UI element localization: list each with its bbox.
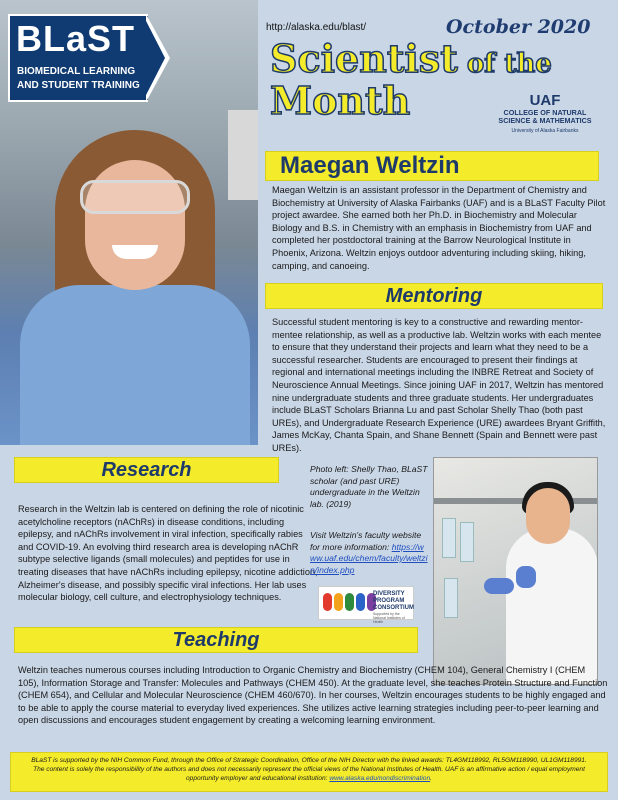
photo-bottle: [444, 578, 458, 618]
title-line-2: Month: [270, 78, 411, 123]
teaching-paragraph: Weltzin teaches numerous courses including Introduction to Organic Chemistry and Biochemistry (CHEM 104), General Chemistry I (CHEM 105), Information Storage and Transfer: Molecules and Pathways (CHEM 450). At the graduate level, she teaches Protein Structure and Function (CHEM 654), and Cellular and Molecular Neuroscience (CHEM 460/670). In her courses, Weltzin encourages students to be highly engaged and to be able to apply the course material to everyday lived experiences. She utilizes active learning strategies including peer-to-peer learning and open discussions and encourages student engagement by creating a welcoming learning environment.: [18, 665, 608, 726]
photo-glove: [484, 578, 514, 594]
dpc-tagline: Supported by the National Institutes of Health: [373, 612, 405, 624]
dpc-figure-red: [323, 593, 332, 611]
teaching-heading: Teaching: [14, 627, 418, 653]
photo-student-coat: [506, 528, 598, 685]
nondiscrimination-link[interactable]: www.alaska.edu/nondiscrimination: [329, 775, 431, 783]
dpc-line-3: CONSORTIUM: [373, 605, 414, 611]
logo-arrow-inner: [144, 17, 165, 99]
mentoring-paragraph: Successful student mentoring is key to a constructive and rewarding mentor-mentee relationship, as well as a productive lab. Weltzin works with each mentee to ensure that they understand their projects and learn what they need to be a successful researcher. Students are encouraged to present their findings at regional and international meetings including the INBRE Retreat and Society of Neuroscience Annual Meetings. Since joining UAF in 2017, Weltzin has mentored nine undergraduate students and three graduate students. Her undergraduates include BLaST Scholars Brianna Lu and past Scholar Shelly Thao (both past UREs), and Undergraduate Research Experience (URE) awardees Bryant Griffith, James McKay, Chanta Spain, and Shane Bennett (Spain and Bennett were past UREs).: [272, 317, 606, 453]
dpc-figure-orange: [334, 593, 343, 611]
header-url[interactable]: http://alaska.edu/blast/: [266, 22, 367, 33]
student-photo: [433, 457, 598, 685]
uaf-university: University of Alaska Fairbanks: [511, 127, 579, 134]
lab-equipment: [228, 110, 258, 200]
bio-paragraph: Maegan Weltzin is an assistant professor in the Department of Chemistry and Biochemistry at University of Alaska Fairbanks (UAF) and is a BLaST Faculty Pilot project awardee. She earned both her Ph.D. in Biochemistry and Molecular Biology and B.S. in Chemistry with an emphasis in Biochemistry from UAF and completed her postdoctoral training at the Barrow Neurological Institute in Phoenix, Arizona. Weltzin enjoys outdoor adventuring including skiing, hiking, camping, and canoeing.: [272, 185, 606, 271]
logo-subtitle-2: AND STUDENT TRAINING: [17, 80, 140, 91]
footer-end: .: [430, 775, 432, 783]
blast-logo: [8, 14, 168, 102]
research-paragraph: Research in the Weltzin lab is centered on defining the role of nicotinic acetylcholine receptors (nAChRs) in disease conditions, including epilepsy, and nAChRs involvement in viral infection, specifically rabies and COVID-19. An evolving third research area is developing nAChR subtype selective ligands (small molecules) and peptides for use in treating diseases that have nAChRs including epilepsy, nicotine addiction, Alzheimer's disease, and possibly specific viral infections. Her lab uses molecular biology, cell culture, and electrophysiology techniques.: [18, 504, 318, 603]
mentoring-heading: Mentoring: [265, 283, 603, 309]
photo-student-face: [526, 488, 570, 544]
dpc-logo: [318, 586, 414, 624]
title-line-1-small: of the: [457, 49, 552, 79]
photo-caption: Photo left: Shelly Thao, BLaST scholar (and past URE) undergraduate in the Weltzin lab. (2019): [310, 464, 428, 509]
logo-name: BLaST: [16, 18, 136, 59]
uaf-mark: UAF: [529, 92, 561, 109]
photo-bottle: [460, 522, 474, 562]
uaf-logo: [486, 92, 604, 134]
research-heading: Research: [14, 457, 279, 483]
logo-subtitle-1: BIOMEDICAL LEARNING: [17, 66, 136, 77]
uaf-college-2: SCIENCE & MATHEMATICS: [498, 116, 592, 126]
dpc-title: [373, 591, 414, 612]
visit-text: Visit Weltzin's faculty website for more information:: [310, 530, 422, 552]
footer-text: BLaST is supported by the NIH Common Fund, through the Office of Strategic Coordination, Office of the NIH Director with the linked awards: TL4GM118992, RL5GM118990, UL1GM118991. The content is solely the responsibility of the authors and does not necessarily represent the official views of the National Institutes of Health. UAF is an affirmative action / equal employment opportunity employer and educational institution:: [31, 757, 587, 783]
dpc-line-2: PROGRAM: [373, 598, 405, 604]
photo-smile: [112, 245, 158, 259]
dpc-figures-icon: [323, 593, 376, 611]
photo-goggles: [80, 180, 190, 214]
photo-glove: [516, 566, 536, 588]
title-line-1: Scientist: [270, 36, 458, 81]
dpc-figure-green: [345, 593, 354, 611]
photo-lab-coat: [20, 285, 250, 445]
issue-date: October 2020: [446, 16, 591, 38]
scientist-name-banner: Maegan Weltzin: [265, 151, 599, 181]
faculty-website-note: [310, 530, 428, 576]
dpc-figure-blue: [356, 593, 365, 611]
photo-bottle: [442, 518, 456, 558]
faculty-website-link[interactable]: https://www.uaf.edu/chem/faculty/weltzin/index.php: [310, 541, 428, 575]
dpc-line-1: DIVERSITY: [373, 591, 405, 597]
uaf-college-1: COLLEGE OF NATURAL: [503, 108, 587, 117]
footer-disclaimer: [10, 752, 608, 792]
